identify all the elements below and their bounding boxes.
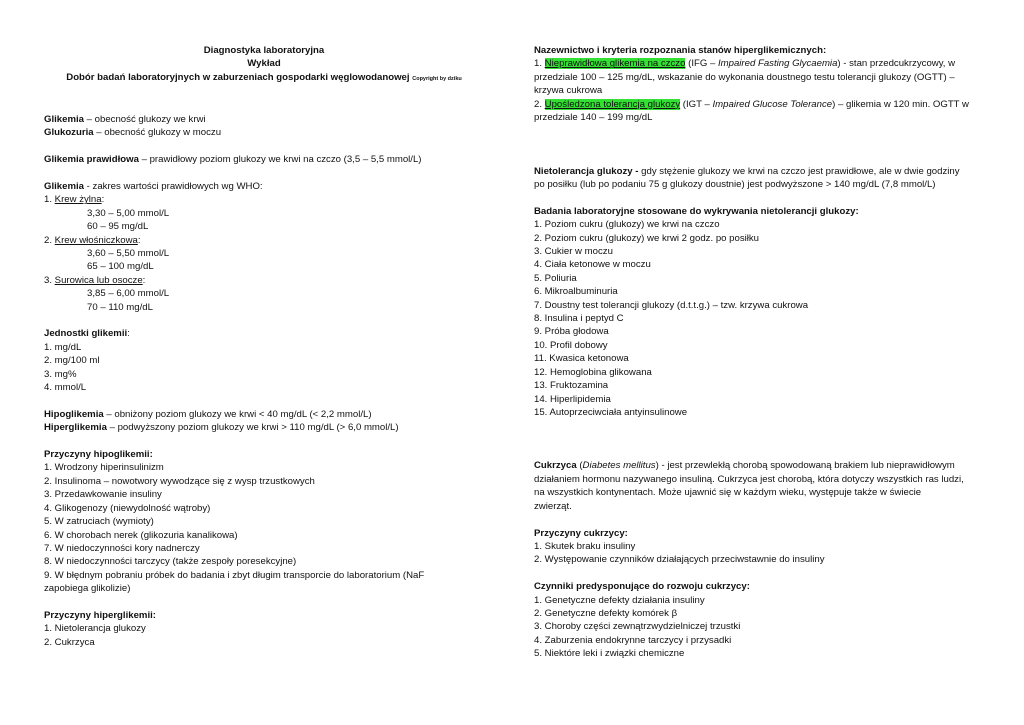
who-item-2: 2. Krew włośniczkowa: [44, 234, 141, 246]
nietolerancja-def: Nietolerancja glukozy - gdy stężenie glukozy we krwi na czczo jest prawidłowe, ale w dwie godziny [534, 165, 960, 177]
copyright-note: Copyright by dziku [412, 75, 462, 82]
hiper-causes-title: Przyczyny hiperglikemii: [44, 609, 156, 621]
list-item: 8. Insulina i peptyd C [534, 313, 624, 325]
list-item: 4. Glikogenozy (niewydolność wątroby) [44, 502, 211, 514]
list-item: 2. Insulinoma – nowotwory wywodzące się z wysp trzustkowych [44, 475, 315, 487]
list-item: 15. Autoprzeciwciała antyinsulinowe [534, 406, 688, 418]
list-item: 5. Poliuria [534, 272, 577, 284]
igt-line: przedziale 140 – 199 mg/dL [534, 112, 653, 124]
list-item: 3. Przedawkowanie insuliny [44, 489, 162, 501]
who-item-1-value: 3,30 – 5,00 mmol/L [87, 207, 170, 219]
list-item: 4. mmol/L [44, 382, 87, 394]
who-item-2-value: 3,60 – 5,50 mmol/L [87, 248, 170, 260]
right-column [534, 44, 994, 661]
list-item: 9. W błędnym pobraniu próbek do badania i zbyt długim transporcie do laboratorium (NaF [44, 569, 425, 581]
list-item: 2. Poziom cukru (glukozy) we krwi 2 godz. po posiłku [534, 232, 760, 244]
who-item-3-value: 70 – 110 mg/dL [87, 301, 153, 313]
list-item: 1. Poziom cukru (glukozy) we krwi na czczo [534, 219, 720, 231]
igt-highlight: Upośledzona tolerancja glukozy [544, 98, 681, 110]
who-item-1-value: 60 – 95 mg/dL [87, 221, 149, 233]
list-item: 14. Hiperlipidemia [534, 393, 611, 405]
cukrzyca-def: Cukrzyca (Diabetes mellitus) - jest przewlekłą chorobą spowodowaną brakiem lub nieprawidłowym [534, 460, 955, 472]
who-item-3-value: 3,85 – 6,00 mmol/L [87, 288, 170, 300]
doc-title-line3: Dobór badań laboratoryjnych w zaburzeniach gospodarki węglowodanowej Copyright by dziku [66, 71, 462, 83]
list-item: 12. Hemoglobina glikowana [534, 366, 652, 378]
ifg-line: krzywa cukrowa [534, 85, 603, 97]
left-column [44, 44, 484, 649]
list-item: 2. Genetyczne defekty komórek β [534, 607, 678, 619]
lab-tests-title: Badania laboratoryjne stosowane do wykrywania nietolerancji glukozy: [534, 205, 859, 217]
list-item: 7. W niedoczynności kory nadnerczy [44, 542, 200, 554]
list-item: 13. Fruktozamina [534, 380, 609, 392]
list-item: 1. Wrodzony hiperinsulinizm [44, 462, 164, 474]
who-item-3: 3. Surowica lub osocze: [44, 274, 146, 286]
who-range-title: Glikemia - zakres wartości prawidłowych wg WHO: [44, 181, 263, 192]
cukrzyca-causes-title: Przyczyny cukrzycy: [534, 527, 628, 539]
doc-title-line2: Wykład [247, 58, 281, 70]
ifg-highlight: Nieprawidłowa glikemia na czczo [544, 58, 686, 70]
glikemia-def: Glikemia – obecność glukozy we krwi [44, 114, 206, 125]
units-title: Jednostki glikemii: [44, 328, 130, 340]
glukozuria-def: Glukozuria – obecność glukozy w moczu [44, 127, 222, 139]
hipo-causes-title: Przyczyny hipoglikemii: [44, 449, 153, 461]
cukrzyca-def: zwierząt. [534, 500, 572, 512]
ifg-line: przedziale 100 – 125 mg/dL, wskazanie do wykonania doustnego testu tolerancji glukozy (OGTT) – [534, 71, 955, 83]
ifg-line: 1. Nieprawidłowa glikemia na czczo (IFG – Impaired Fasting Glycaemia) - stan przedcukrzycowy, w [534, 58, 956, 70]
list-item: zapobiega glikolizie) [44, 583, 131, 595]
list-item: 7. Doustny test tolerancji glukozy (d.t.t.g.) – tzw. krzywa cukrowa [534, 299, 809, 311]
list-item: 2. Cukrzyca [44, 636, 95, 648]
list-item: 8. W niedoczynności tarczycy (także zespoły poresekcyjne) [44, 556, 297, 568]
hipoglikemia-def: Hipoglikemia – obniżony poziom glukozy we krwi < 40 mg/dL (< 2,2 mmol/L) [44, 408, 372, 420]
list-item: 6. Mikroalbuminuria [534, 286, 618, 298]
nietolerancja-def: po posiłku (lub po podaniu 75 g glukozy doustnie) jest podwyższone > 140 mg/dL (7,8 mmol/L) [534, 179, 936, 191]
doc-title-line1: Diagnostyka laboratoryjna [203, 45, 325, 56]
list-item: 6. W chorobach nerek (glikozuria kanalikowa) [44, 529, 238, 541]
list-item: 4. Ciała ketonowe w moczu [534, 259, 651, 271]
list-item: 2. Występowanie czynników działających przeciwstawnie do insuliny [534, 554, 825, 566]
list-item: 3. Cukier w moczu [534, 246, 613, 258]
list-item: 1. Nietolerancja glukozy [44, 623, 146, 635]
list-item: 2. mg/100 ml [44, 355, 100, 367]
hiperglikemia-def: Hiperglikemia – podwyższony poziom glukozy we krwi > 110 mg/dL (> 6,0 mmol/L) [44, 422, 399, 434]
who-item-2-value: 65 – 100 mg/dL [87, 261, 154, 273]
predisposing-title: Czynniki predysponujące do rozwoju cukrzycy: [534, 581, 750, 593]
list-item: 11. Kwasica ketonowa [534, 353, 629, 365]
list-item: 3. mg% [44, 368, 77, 380]
list-item: 10. Profil dobowy [534, 339, 608, 351]
list-item: 5. Niektóre leki i związki chemiczne [534, 648, 685, 660]
list-item: 5. W zatruciach (wymioty) [44, 516, 154, 528]
list-item: 1. mg/dL [44, 341, 82, 353]
list-item: 4. Zaburzenia endokrynne tarczycy i przysadki [534, 634, 732, 646]
igt-line: 2. Upośledzona tolerancja glukozy (IGT – Impaired Glucose Tolerance) – glikemia w 120 min. OGTT w [534, 98, 969, 110]
list-item: 9. Próba głodowa [534, 326, 609, 338]
glikemia-prawidlowa-def: Glikemia prawidłowa – prawidłowy poziom glukozy we krwi na czczo (3,5 – 5,5 mmol/L) [44, 154, 422, 166]
nomenclature-title: Nazewnictwo i kryteria rozpoznania stanów hiperglikemicznych: [534, 45, 827, 56]
cukrzyca-def: na wszystkich kontynentach. Może ujawnić się w każdym wieku, występuje także w świecie [534, 487, 922, 499]
list-item: 1. Skutek braku insuliny [534, 540, 636, 552]
list-item: 3. Choroby części zewnątrzwydzielniczej trzustki [534, 621, 741, 633]
list-item: 1. Genetyczne defekty działania insuliny [534, 594, 705, 606]
who-item-1: 1. Krew żylna: [44, 194, 105, 206]
cukrzyca-def: działaniem hormonu nazywanego insuliną. Cukrzyca jest chorobą, która dotyczy wszystkich ras ludzi, [534, 473, 964, 485]
